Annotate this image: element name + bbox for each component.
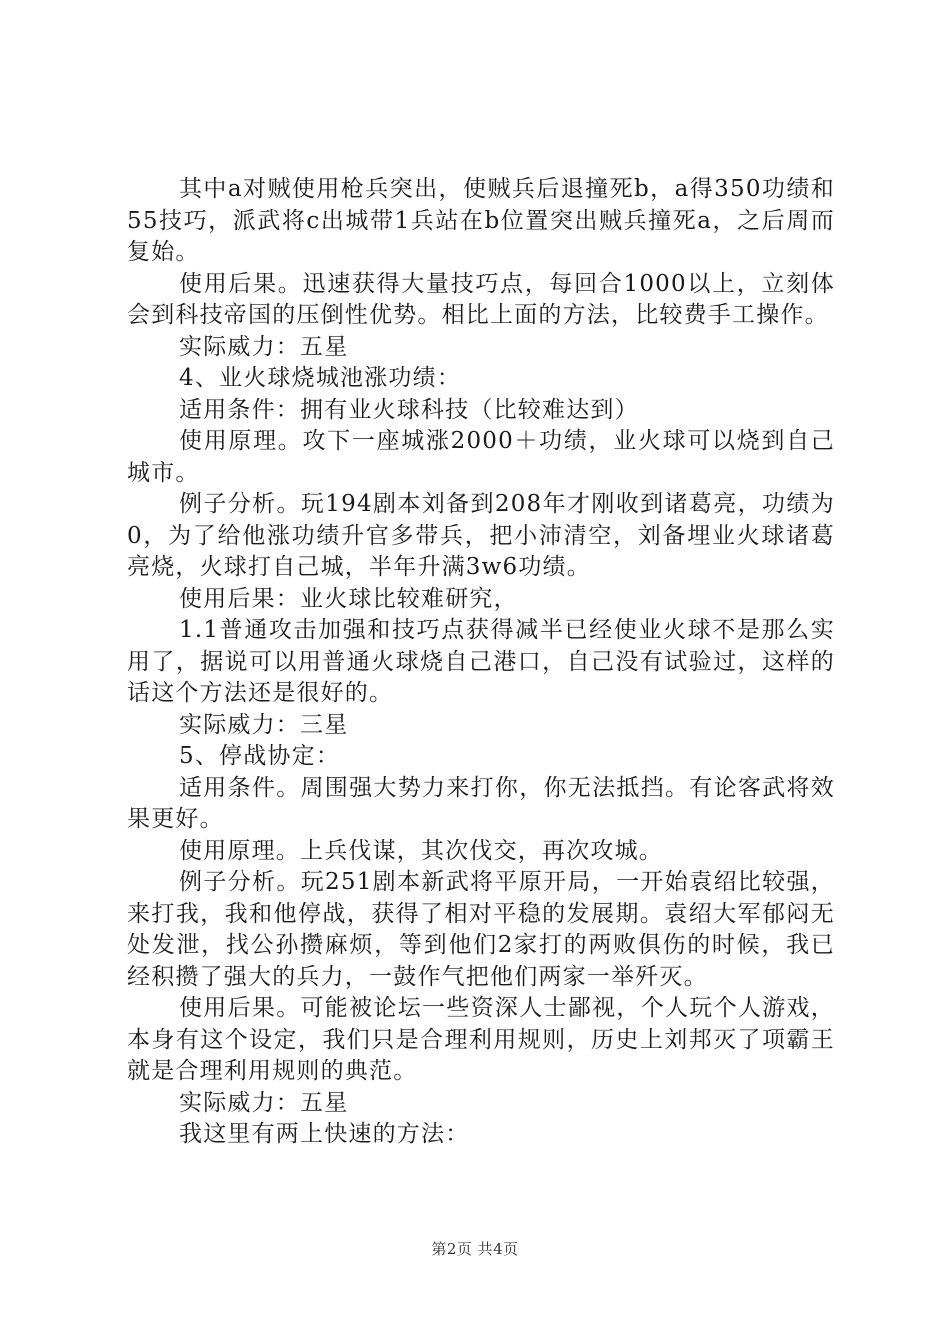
page-footer: 第2页 共4页 bbox=[431, 1240, 519, 1258]
paragraph: 其中a对贼使用枪兵突出，使贼兵后退撞死b，a得350功绩和55技巧，派武将c出城带1兵站在b位置突出贼兵撞死a，之后周而复始。 bbox=[127, 176, 835, 265]
paragraph: 使用原理。攻下一座城涨2000＋功绩，业火球可以烧到自己城市。 bbox=[127, 428, 835, 486]
paragraph: 例子分析。玩194剧本刘备到208年才刚收到诸葛亮，功绩为0，为了给他涨功绩升官多带兵，把小沛清空，刘备埋业火球诸葛亮烧，火球打自己城，半年升满3w6功绩。 bbox=[127, 491, 835, 580]
document-body bbox=[127, 174, 835, 1151]
section-heading: 5、停战协定： bbox=[179, 743, 341, 769]
paragraph: 使用后果。可能被论坛一些资深人士鄙视，个人玩个人游戏，本身有这个设定，我们只是合理利用规则，历史上刘邦灭了项霸王就是合理利用规则的典范。 bbox=[127, 995, 835, 1084]
paragraph: 实际威力：三星 bbox=[179, 711, 349, 738]
paragraph: 我这里有两上快速的方法： bbox=[179, 1121, 470, 1147]
paragraph: 实际威力：五星 bbox=[179, 1089, 349, 1116]
paragraph: 适用条件：拥有业火球科技（比较难达到） bbox=[179, 396, 639, 423]
section-heading: 4、业火球烧城池涨功绩： bbox=[179, 365, 462, 391]
paragraph: 1.1普通攻击加强和技巧点获得减半已经使业火球不是那么实用了，据说可以用普通火球烧自己港口，自己没有试验过，这样的话这个方法还是很好的。 bbox=[127, 617, 835, 706]
paragraph: 使用原理。上兵伐谋，其次伐交，再次攻城。 bbox=[179, 837, 663, 864]
paragraph: 使用后果：业火球比较难研究， bbox=[179, 585, 518, 612]
paragraph: 使用后果。迅速获得大量技巧点，每回合1000以上，立刻体会到科技帝国的压倒性优势。相比上面的方法，比较费手工操作。 bbox=[127, 270, 835, 328]
paragraph: 适用条件。周围强大势力来打你，你无法抵挡。有论客武将效果更好。 bbox=[127, 774, 835, 832]
paragraph: 实际威力：五星 bbox=[179, 333, 349, 360]
paragraph: 例子分析。玩251剧本新武将平原开局，一开始袁绍比较强，来打我，我和他停战，获得了相对平稳的发展期。袁绍大军郁闷无处发泄，找公孙攒麻烦，等到他们2家打的两败俱伤的时候，我已经积攒了强大的兵力，一鼓作气把他们两家一举歼灭。 bbox=[127, 869, 835, 990]
